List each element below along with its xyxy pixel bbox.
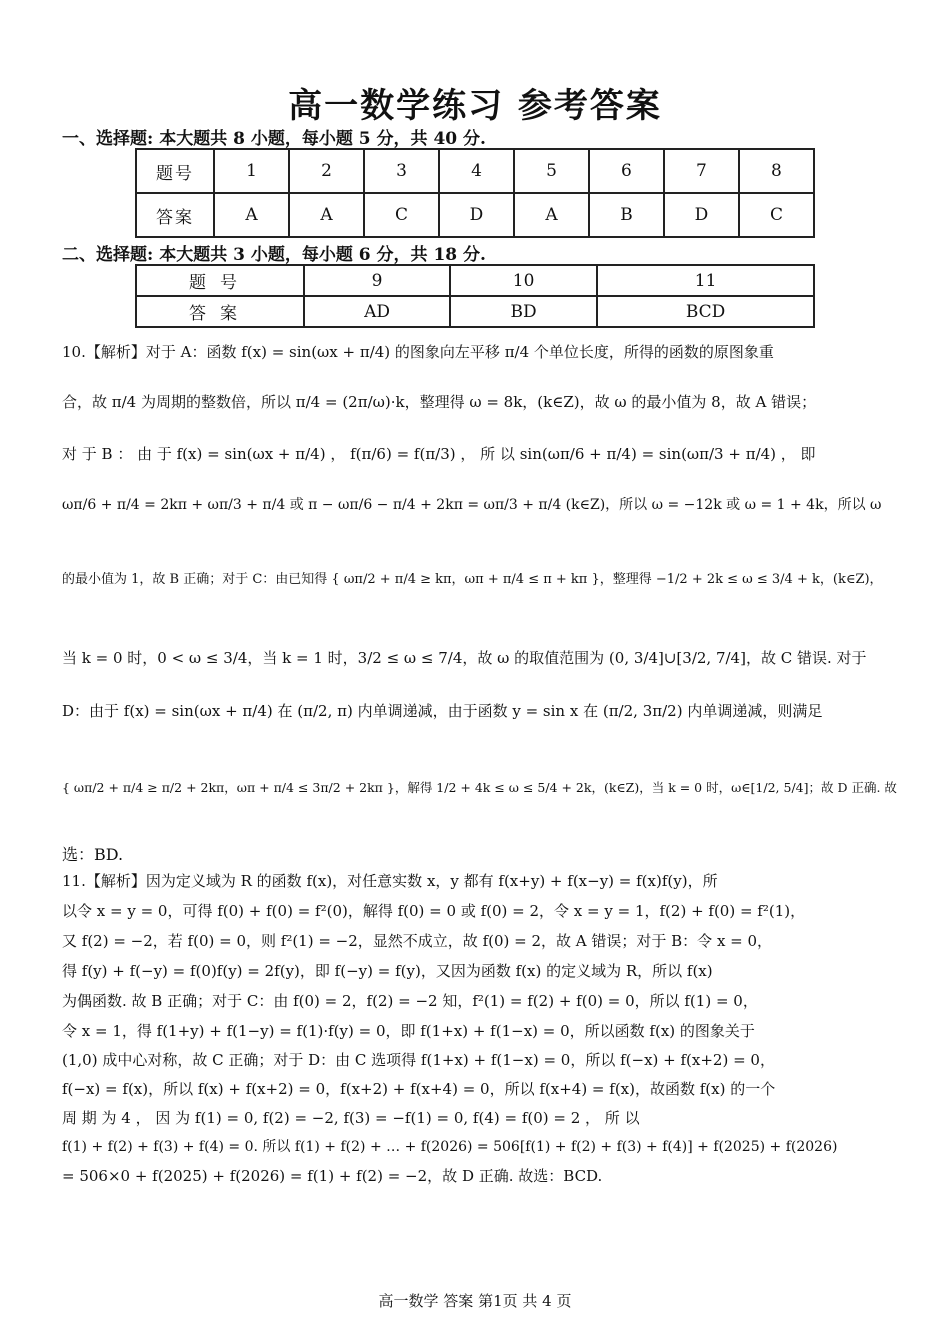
solution-line: 以令 x = y = 0，可得 f(0) + f(0) = f²(0)，解得 f(0) = 0 或 f(0) = 2，令 x = y = 1，f(2) + f(0) = f²(1)， — [62, 902, 806, 920]
solution-line: 为偶函数. 故 B 正确；对于 C：由 f(0) = 2，f(2) = −2 知，f²(1) = f(2) + f(0) = 0，所以 f(1) = 0， — [62, 992, 758, 1010]
answer-cell: D — [439, 193, 514, 237]
solution-line: f(−x) = f(x)，所以 f(x) + f(x+2) = 0，f(x+2) + f(x+4) = 0，所以 f(x+4) = f(x)，故函数 f(x) 的一个 — [62, 1080, 776, 1098]
answer-cell: B — [589, 193, 664, 237]
row-label: 题号 — [136, 265, 304, 296]
section2-heading: 二、选择题: 本大题共 3 小题，每小题 6 分，共 18 分. — [62, 245, 486, 265]
answer-cell: C — [739, 193, 814, 237]
question-number: 11 — [597, 265, 814, 296]
question-number: 6 — [589, 149, 664, 193]
section1-answer-table — [135, 148, 815, 238]
table-row — [136, 149, 814, 193]
row-label: 答案 — [136, 193, 214, 237]
page-title: 高一数学练习 参考答案 — [288, 86, 662, 126]
solution-line: 又 f(2) = −2，若 f(0) = 0，则 f²(1) = −2，显然不成立，故 f(0) = 2，故 A 错误；对于 B：令 x = 0， — [62, 932, 773, 950]
question-number: 10 — [450, 265, 597, 296]
table-row — [136, 193, 814, 237]
solution-line: 选：BD. — [62, 845, 124, 864]
section1-heading: 一、选择题: 本大题共 8 小题，每小题 5 分，共 40 分. — [62, 129, 486, 149]
answer-cell: D — [664, 193, 739, 237]
solution-line: 的最小值为 1，故 B 正确；对于 C：由已知得 { ωπ/2 + π/4 ≥ kπ，ωπ + π/4 ≤ π + kπ }，整理得 −1/2 + 2k ≤ ω ≤ 3/4 + k，(k∈Z)， — [62, 572, 883, 587]
solution-line: 10.【解析】对于 A：函数 f(x) = sin(ωx + π/4) 的图象向左平移 π/4 个单位长度，所得的函数的原图象重 — [62, 343, 774, 361]
solution-line: { ωπ/2 + π/4 ≥ π/2 + 2kπ，ωπ + π/4 ≤ 3π/2 + 2kπ }，解得 1/2 + 4k ≤ ω ≤ 5/4 + 2k，(k∈Z)，当 k = 0 时，ω∈[1/2, 5/4]；故 D 正确. 故 — [62, 780, 897, 795]
section2-answer-table — [135, 264, 815, 328]
solution-line: ωπ/6 + π/4 = 2kπ + ωπ/3 + π/4 或 π − ωπ/6 − π/4 + 2kπ = ωπ/3 + π/4 (k∈Z)，所以 ω = −12k 或 ω = 1 + 4k，所以 ω — [62, 497, 882, 513]
answer-cell: BCD — [597, 296, 814, 327]
row-label: 题号 — [136, 149, 214, 193]
question-number: 5 — [514, 149, 589, 193]
question-number: 2 — [289, 149, 364, 193]
question-number: 1 — [214, 149, 289, 193]
solution-line: 合，故 π/4 为周期的整数倍，所以 π/4 = (2π/ω)·k，整理得 ω = 8k，(k∈Z)，故 ω 的最小值为 8，故 A 错误； — [62, 393, 817, 411]
table-row — [136, 296, 814, 327]
answer-cell: C — [364, 193, 439, 237]
solution-line: 令 x = 1，得 f(1+y) + f(1−y) = f(1)·f(y) = 0，即 f(1+x) + f(1−x) = 0，所以函数 f(x) 的图象关于 — [62, 1022, 755, 1040]
solution-line: 周 期 为 4 ， 因 为 f(1) = 0, f(2) = −2, f(3) = −f(1) = 0, f(4) = f(0) = 2 ， 所 以 — [62, 1109, 640, 1127]
solution-line: (1,0) 成中心对称，故 C 正确；对于 D：由 C 选项得 f(1+x) + f(1−x) = 0，所以 f(−x) + f(x+2) = 0， — [62, 1051, 775, 1069]
solution-line: D：由于 f(x) = sin(ωx + π/4) 在 (π/2, π) 内单调递减，由于函数 y = sin x 在 (π/2, 3π/2) 内单调递减，则满足 — [62, 702, 823, 720]
answer-cell: BD — [450, 296, 597, 327]
solution-line: f(1) + f(2) + f(3) + f(4) = 0. 所以 f(1) + f(2) + … + f(2026) = 506[f(1) + f(2) + f(3) + f(4)] + f(2025) + f(2026) — [62, 1139, 838, 1155]
question-number: 4 — [439, 149, 514, 193]
answer-cell: A — [214, 193, 289, 237]
question-number: 7 — [664, 149, 739, 193]
table-row — [136, 265, 814, 296]
question-number: 3 — [364, 149, 439, 193]
answer-cell: A — [289, 193, 364, 237]
solution-line: 得 f(y) + f(−y) = f(0)f(y) = 2f(y)，即 f(−y) = f(y)，又因为函数 f(x) 的定义域为 R，所以 f(x) — [62, 962, 713, 980]
page-footer: 高一数学 答案 第1页 共 4 页 — [378, 1292, 572, 1310]
answer-cell: A — [514, 193, 589, 237]
solution-line: 当 k = 0 时，0 < ω ≤ 3/4，当 k = 1 时，3/2 ≤ ω ≤ 7/4，故 ω 的取值范围为 (0, 3/4]∪[3/2, 7/4]，故 C 错误. 对于 — [62, 649, 867, 667]
solution-line: 对 于 B ： 由 于 f(x) = sin(ωx + π/4) ， f(π/6) = f(π/3) ， 所 以 sin(ωπ/6 + π/4) = sin(ωπ/3 + π/4) ， 即 — [62, 445, 816, 463]
question-number: 9 — [304, 265, 450, 296]
row-label: 答案 — [136, 296, 304, 327]
answer-cell: AD — [304, 296, 450, 327]
solution-line: 11.【解析】因为定义域为 R 的函数 f(x)，对任意实数 x，y 都有 f(x+y) + f(x−y) = f(x)f(y)，所 — [62, 872, 718, 890]
solution-line: = 506×0 + f(2025) + f(2026) = f(1) + f(2) = −2，故 D 正确. 故选：BCD. — [62, 1167, 603, 1185]
question-number: 8 — [739, 149, 814, 193]
